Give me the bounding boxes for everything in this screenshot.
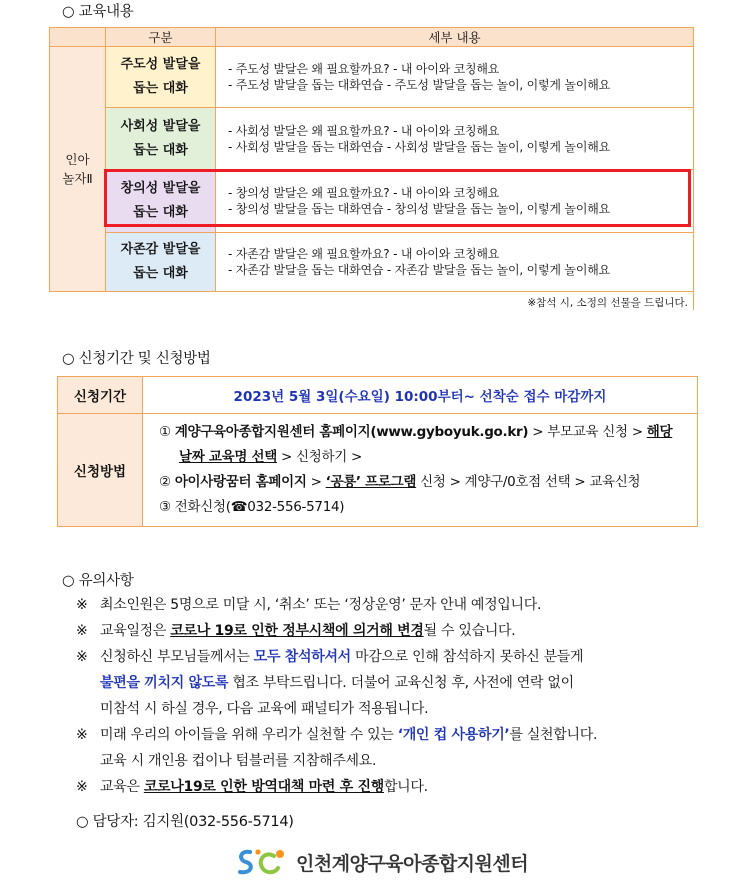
sc-logo-icon [236, 846, 290, 878]
apply-table [57, 376, 698, 527]
note-item: ※ 미래 우리의 아이들을 위해 우리가 실천할 수 있는 ‘개인 컵 사용하기’를 실천합니다. 교육 시 개인용 컵이나 텀블러를 지참해주세요. [76, 727, 598, 769]
method-list [143, 414, 698, 527]
highlight-box [104, 169, 691, 227]
header-detail: 세부 내용 [216, 28, 694, 47]
header-category: 구분 [106, 28, 216, 47]
period-value: 2023년 5월 3일(수요일) 10:00부터~ 선착순 접수 마감까지 [143, 377, 698, 414]
note-item: ※ 최소인원은 5명으로 미달 시, ‘취소’ 또는 ‘정상운영’ 문자 안내 예정입니다. [76, 597, 542, 613]
method-1: ① 계양구육아종합지원센터 홈페이지(www.gyboyuk.go.kr) > 부모교육 신청 > 해당 날짜 교육명 선택 > 신청하기 > [159, 424, 673, 465]
notes-section-title: ○ 유의사항 [62, 573, 134, 589]
method-2: ② 아이사랑꿈터 홈페이지 > ‘공룡’ 프로그램 신청 > 계양구/0호점 선택 > 교육신청 [159, 474, 641, 490]
gift-footnote: ※참석 시, 소정의 선물을 드립니다. [527, 297, 688, 309]
category-cell: 사회성 발달을 돕는 대화 [106, 108, 216, 170]
note-item: ※ 교육은 코로나19로 인한 방역대책 마련 후 진행합니다. [76, 779, 428, 795]
group-label: 인아 놀자Ⅱ [50, 47, 106, 292]
note-item: ※ 교육일정은 코로나 19로 인한 정부시책에 의거해 변경될 수 있습니다. [76, 623, 516, 639]
divider [693, 290, 694, 310]
detail-cell: - 주도성 발달은 왜 필요할까요? - 내 아이와 코칭해요 - 주도성 발달을 돕는 대화연습 - 주도성 발달을 돕는 놀이, 이렇게 놀이해요 [216, 47, 694, 108]
category-cell: 자존감 발달을 돕는 대화 [106, 233, 216, 292]
contact-line: ○ 담당자: 김지원(032-556-5714) [76, 814, 294, 830]
org-name: 인천계양구육아종합지원센터 [296, 852, 529, 875]
method-label: 신청방법 [58, 414, 143, 527]
notes-list [76, 592, 716, 800]
edu-section-title: ○ 교육내용 [62, 4, 134, 20]
apply-section-title: ○ 신청기간 및 신청방법 [62, 351, 211, 367]
detail-cell: - 창의성 발달은 왜 필요할까요? - 내 아이와 코칭해요 - 창의성 발달을 돕는 대화연습 - 창의성 발달을 돕는 놀이, 이렇게 놀이해요 [216, 170, 694, 233]
category-cell: 창의성 발달을 돕는 대화 [106, 170, 216, 233]
detail-cell: - 사회성 발달은 왜 필요할까요? - 내 아이와 코칭해요 - 사회성 발달을 돕는 대화연습 - 사회성 발달을 돕는 놀이, 이렇게 놀이해요 [216, 108, 694, 170]
method-3: ③ 전화신청(☎032-556-5714) [159, 499, 345, 515]
education-table [49, 27, 694, 292]
period-label: 신청기간 [58, 377, 143, 414]
isarang-link[interactable]: 아이사랑꿈터 홈페이지 [174, 474, 307, 490]
homepage-link[interactable]: 계양구육아종합지원센터 홈페이지(www.gyboyuk.go.kr) [174, 424, 529, 440]
category-cell: 주도성 발달을 돕는 대화 [106, 47, 216, 108]
detail-cell: - 자존감 발달은 왜 필요할까요? - 내 아이와 코칭해요 - 자존감 발달을 돕는 대화연습 - 자존감 발달을 돕는 놀이, 이렇게 놀이해요 [216, 233, 694, 292]
note-item: ※ 신청하신 부모님들께서는 모두 참석하셔서 마감으로 인해 참석하지 못하신 분들게 불편을 끼치지 않도록 협조 부탁드립니다. 더불어 교육신청 후, 사전에 연락 없이 미참석 시 하실 경우, 다음 교육에 패널티가 적용됩니다. [76, 649, 584, 717]
footer-logo [236, 846, 528, 878]
